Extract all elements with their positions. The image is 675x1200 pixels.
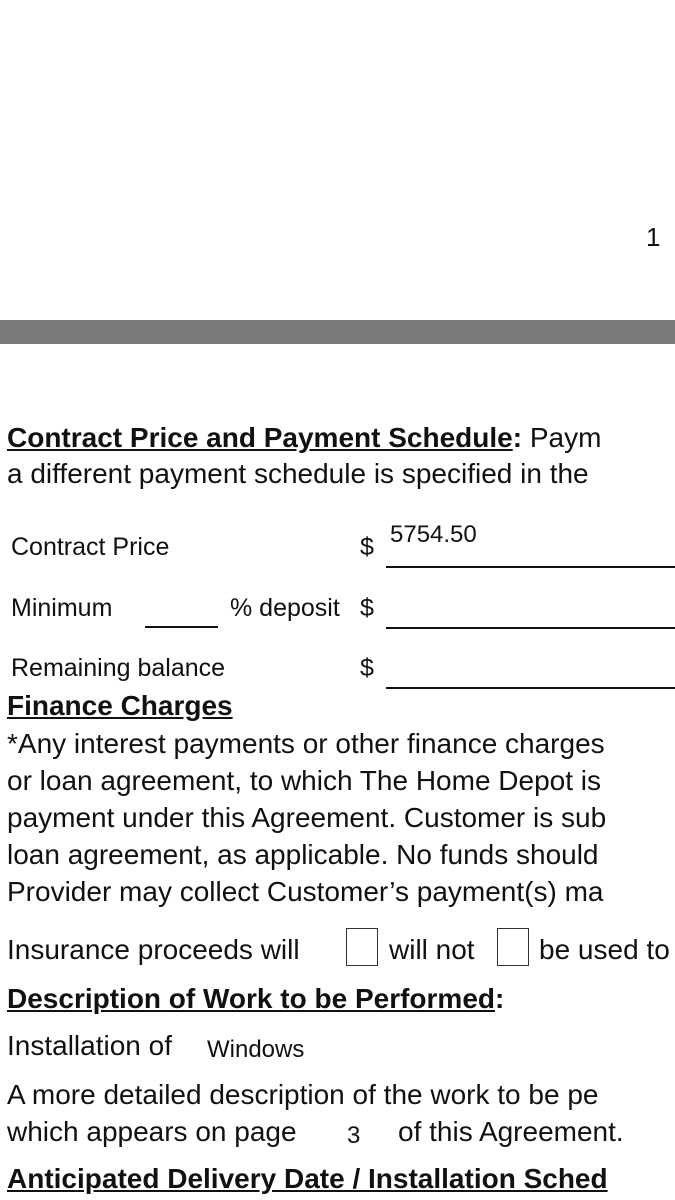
- delivery-heading: Anticipated Delivery Date / Installation Sched: [7, 1163, 608, 1194]
- deposit-amount-field[interactable]: [386, 627, 675, 629]
- installation-label: Installation of: [7, 1030, 172, 1061]
- minimum-label: Minimum: [11, 594, 113, 622]
- remaining-balance-label: Remaining balance: [11, 654, 226, 682]
- deposit-currency: $: [360, 594, 374, 622]
- header-divider-bar: [0, 320, 675, 344]
- contract-price-value[interactable]: 5754.50: [390, 521, 477, 548]
- finance-line-4: loan agreement, as applicable. No funds should: [7, 839, 599, 870]
- insurance-will-checkbox[interactable]: [346, 928, 378, 966]
- payment-heading-colon: :: [512, 422, 523, 453]
- description-detail-line-1: A more detailed description of the work to be pe: [7, 1079, 599, 1110]
- payment-heading: Contract Price and Payment Schedule: [7, 422, 513, 453]
- contract-price-label: Contract Price: [11, 533, 170, 561]
- description-detail-line-2b: of this Agreement.: [398, 1116, 624, 1147]
- insurance-will-not-checkbox[interactable]: [497, 928, 529, 966]
- description-detail-line-2a: which appears on page: [7, 1116, 297, 1147]
- finance-line-5: Provider may collect Customer’s payment(s) ma: [7, 876, 604, 907]
- finance-line-1: *Any interest payments or other finance charges: [7, 728, 605, 759]
- contract-price-currency: $: [360, 533, 374, 561]
- contract-price-field-line: [386, 566, 675, 568]
- description-heading-colon: :: [495, 983, 505, 1014]
- insurance-text-will: Insurance proceeds will: [7, 934, 300, 965]
- payment-intro-line-1: [7, 421, 601, 455]
- description-heading: Description of Work to be Performed: [7, 983, 495, 1014]
- installation-value[interactable]: Windows: [207, 1036, 305, 1063]
- detail-page-value[interactable]: 3: [347, 1122, 361, 1149]
- payment-intro-line-2: a different payment schedule is specified in the: [7, 458, 589, 489]
- description-heading-line: [7, 982, 504, 1016]
- page-number: 1: [646, 222, 661, 252]
- remaining-balance-currency: $: [360, 654, 374, 682]
- insurance-text-will-not: will not: [389, 934, 475, 965]
- minimum-percent-field[interactable]: [145, 626, 218, 628]
- insurance-text-used: be used to: [539, 934, 670, 965]
- finance-line-2: or loan agreement, to which The Home Depot is: [7, 765, 602, 796]
- finance-heading: Finance Charges: [7, 690, 233, 721]
- finance-line-3: payment under this Agreement. Customer is sub: [7, 802, 607, 833]
- payment-intro-tail: Paym: [522, 422, 602, 453]
- deposit-label: % deposit: [230, 594, 340, 622]
- remaining-balance-field[interactable]: [386, 687, 675, 689]
